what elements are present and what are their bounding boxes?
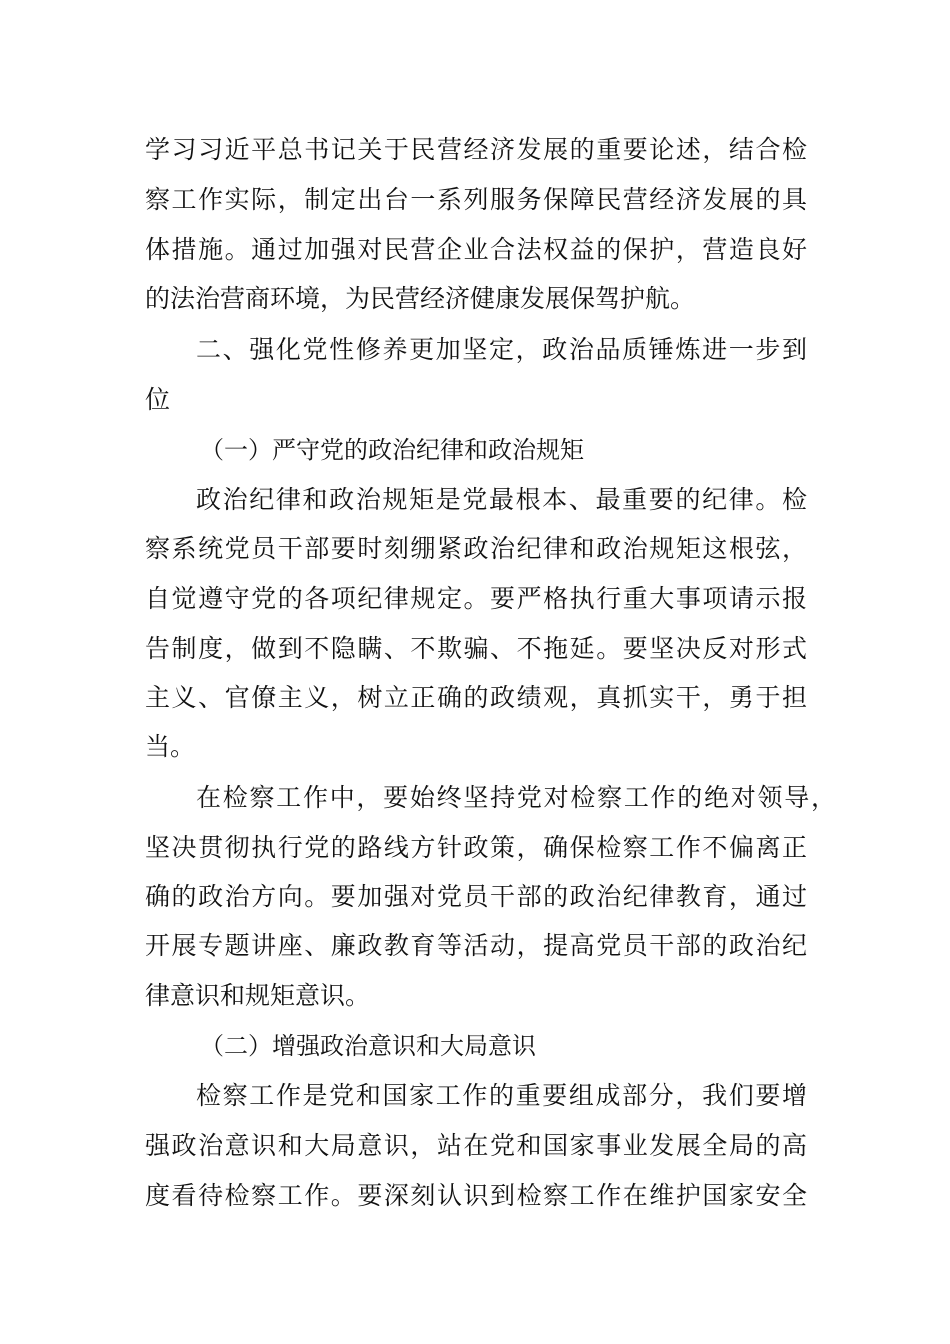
paragraph-line: 政治纪律和政治规矩是党最根本、最重要的纪律。检	[196, 485, 807, 514]
paragraph-line: 自觉遵守党的各项纪律规定。要严格执行重大事项请示报	[145, 584, 807, 613]
section-heading-line: 二、强化党性修养更加坚定，政治品质锤炼进一步到	[196, 335, 807, 364]
paragraph-line: 的法治营商环境，为民营经济健康发展保驾护航。	[145, 284, 696, 313]
paragraph-line: 学习习近平总书记关于民营经济发展的重要论述，结合检	[145, 135, 807, 164]
paragraph-line: 检察工作是党和国家工作的重要组成部分，我们要增	[196, 1081, 807, 1110]
paragraph-line: 开展专题讲座、廉政教育等活动，提高党员干部的政治纪	[145, 931, 807, 960]
paragraph-line: 度看待检察工作。要深刻认识到检察工作在维护国家安全	[145, 1181, 807, 1210]
paragraph-line: 确的政治方向。要加强对党员干部的政治纪律教育，通过	[145, 882, 807, 911]
paragraph-line: 当。	[145, 732, 196, 761]
paragraph-line: 坚决贯彻执行党的路线方针政策，确保检察工作不偏离正	[145, 833, 807, 862]
paragraph-line: 律意识和规矩意识。	[145, 981, 371, 1010]
paragraph-line: 主义、官僚主义，树立正确的政绩观，真抓实干，勇于担	[145, 683, 807, 712]
subsection-heading: （一）严守党的政治纪律和政治规矩	[200, 436, 584, 464]
section-heading-line: 位	[145, 385, 171, 414]
paragraph-line: 强政治意识和大局意识，站在党和国家事业发展全局的高	[145, 1131, 807, 1160]
paragraph-line: 察工作实际，制定出台一系列服务保障民营经济发展的具	[145, 185, 807, 214]
paragraph-line: 在检察工作中，要始终坚持党对检察工作的绝对领导，	[196, 783, 836, 812]
subsection-heading: （二）增强政治意识和大局意识	[200, 1032, 536, 1060]
paragraph-line: 体措施。通过加强对民营企业合法权益的保护，营造良好	[145, 235, 807, 264]
paragraph-line: 告制度，做到不隐瞒、不欺骗、不拖延。要坚决反对形式	[145, 634, 807, 663]
paragraph-line: 察系统党员干部要时刻绷紧政治纪律和政治规矩这根弦，	[145, 534, 807, 563]
